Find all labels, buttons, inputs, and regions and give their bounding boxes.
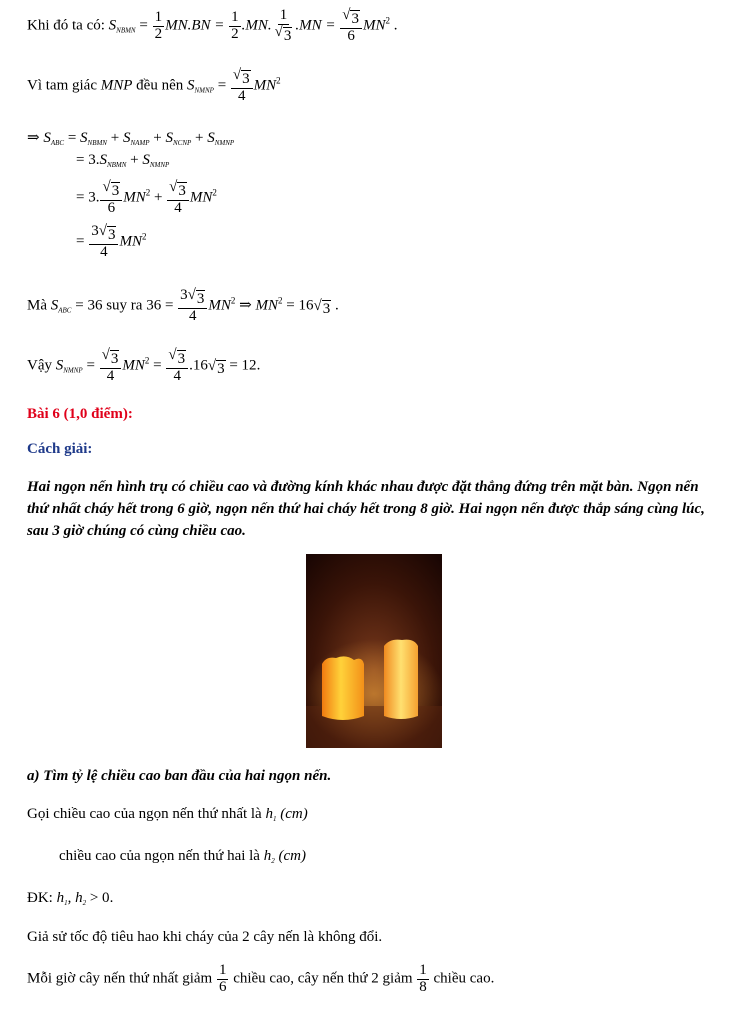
unit-text: (cm) (278, 848, 306, 864)
expression-text: .16 (189, 357, 208, 374)
symbol-subscript: NBMN (87, 139, 107, 147)
denominator: 4 (106, 367, 115, 384)
fraction-sqrt3-over-4 (166, 348, 188, 384)
sqrt-radicand: 3 (217, 360, 225, 377)
exponent: 2 (144, 355, 150, 366)
exponent: 2 (385, 15, 390, 26)
short-candle (322, 656, 364, 720)
numerator (167, 180, 189, 201)
variable-subscript: 2 (271, 857, 275, 865)
burn-rate-line (27, 963, 494, 996)
fraction-half (153, 10, 165, 43)
equals-sign: = (139, 17, 148, 34)
unit-text: (cm) (280, 806, 308, 822)
sqrt-radicand: 3 (322, 300, 331, 317)
sqrt-radicand: 3 (107, 227, 116, 243)
candles-photo (306, 554, 442, 748)
body-text: chiều cao. (433, 970, 495, 987)
equation-text: = 36 (75, 297, 103, 314)
triangle-name: MNP (100, 77, 133, 94)
body-text: Mỗi giờ cây nến thứ nhất giảm (27, 970, 213, 987)
exponent: 2 (145, 187, 151, 198)
symbol-s: S (50, 297, 59, 314)
plus-sign: + (130, 152, 139, 168)
body-text: chiều cao, cây nến thứ 2 giảm (233, 970, 413, 987)
numerator (166, 348, 188, 369)
exponent: 2 (212, 187, 217, 198)
equals-sign: = (76, 233, 85, 250)
numerator: 1 (154, 8, 163, 25)
equation-text: 36 = (146, 297, 174, 314)
fraction-sqrt3-over-4 (231, 68, 253, 104)
denominator: 4 (189, 307, 197, 324)
section-heading-bai6: Bài 6 (1,0 điểm): (27, 406, 133, 422)
sqrt-symbol: √ 3 (274, 23, 292, 44)
equation-text: = 3. (76, 189, 100, 206)
equation-prefix: Mà (27, 297, 47, 314)
symbol-s: S (142, 152, 150, 168)
implies-arrow: ⇒ (239, 297, 252, 314)
period: . (393, 17, 398, 34)
exponent: 2 (230, 295, 236, 306)
exponent: 2 (277, 295, 283, 306)
equation-prefix: Khi đó ta có: (27, 17, 105, 34)
equation-step-4 (76, 224, 146, 260)
condition-line (27, 890, 113, 907)
fraction-3sqrt3-over-4 (89, 224, 118, 260)
symbol-subscript: ABC (58, 306, 72, 315)
let-h2-line (59, 848, 306, 865)
symbol-subscript: NMNP (63, 366, 83, 375)
equation-area-nbmn (27, 8, 397, 44)
expression-text: MN (189, 189, 213, 206)
equals-sign: = (217, 77, 227, 94)
sqrt-radicand: 3 (178, 183, 186, 199)
equation-mn-squared (27, 288, 339, 324)
symbol-s: S (80, 130, 88, 146)
numerator (100, 180, 122, 201)
comma: , (67, 890, 72, 906)
sqrt-radicand: 3 (283, 27, 292, 44)
symbol-subscript: ABC (50, 139, 65, 147)
expression-text: MN (253, 77, 277, 94)
exponent: 2 (141, 231, 147, 242)
symbol-subscript: NCNP (172, 139, 192, 147)
equation-text: suy ra (106, 297, 143, 314)
symbol-s: S (108, 17, 117, 34)
coefficient: 3 (91, 223, 99, 239)
equation-step-2 (76, 152, 169, 169)
sqrt-radicand: 3 (110, 351, 119, 367)
symbol-subscript: NMNP (149, 161, 170, 169)
sqrt-symbol: √ 3 (187, 287, 205, 307)
equation-prefix: Vì tam giác (27, 77, 97, 94)
denominator: 4 (100, 243, 108, 260)
sqrt-symbol: √ 3 (207, 357, 225, 377)
numerator: 1 (231, 8, 239, 25)
symbol-s: S (43, 130, 51, 146)
denominator: 2 (231, 25, 239, 42)
denominator: 4 (238, 87, 246, 104)
denominator: 6 (107, 199, 116, 216)
fraction-3sqrt3-over-4 (178, 288, 207, 324)
denominator (273, 25, 295, 45)
symbol-s: S (186, 77, 195, 94)
fraction-sqrt3-over-6 (340, 8, 362, 44)
variable-h: h (56, 890, 65, 906)
equation-text: = 16 (286, 297, 314, 314)
expression-text: .MN = (295, 17, 336, 34)
symbol-subscript: NBMN (106, 161, 127, 169)
symbol-s: S (55, 357, 64, 374)
equals-sign: = (153, 357, 162, 374)
problem-statement: Hai ngọn nến hình trụ có chiều cao và đường kính khác nhau được đặt thẳng đứng trên mặt bàn. Ngọn nến thứ nhất cháy hết trong 6 giờ, ngọn nến thứ hai cháy hết trong 8 giờ. Hai ngọn nến được thắp sáng cùng lúc, sau 3 giờ chúng có cùng chiều cao. (27, 479, 705, 539)
fraction-sqrt3-over-4 (167, 180, 189, 216)
denominator: 6 (218, 978, 227, 995)
assumption-line: Giả sử tốc độ tiêu hao khi cháy của 2 cây nến là không đổi. (27, 929, 383, 945)
tall-candle (384, 640, 418, 719)
period: . (256, 357, 261, 374)
denominator: 4 (173, 367, 181, 384)
variable-subscript: 1 (64, 899, 68, 907)
numerator: 1 (419, 962, 427, 978)
variable-subscript: 1 (272, 815, 277, 823)
expression-text: MN (119, 233, 142, 250)
fraction-sqrt3-over-6 (100, 180, 122, 216)
expression-text: MN (122, 357, 145, 374)
equation-area-mnp (27, 68, 281, 104)
expression-text: MN (208, 297, 231, 314)
numerator (100, 348, 122, 369)
variable-h: h (263, 848, 272, 864)
variable-h: h (75, 890, 83, 906)
expression-text: .MN. (241, 17, 272, 34)
symbol-s: S (99, 152, 107, 168)
candles-illustration (306, 554, 442, 748)
equals-sign: = (67, 130, 77, 146)
fraction-one-sixth (217, 963, 229, 996)
fraction-one-over-sqrt3 (273, 8, 295, 44)
equation-text: = 3. (76, 152, 100, 168)
equation-step-3 (76, 180, 217, 216)
equation-sum-areas (27, 128, 234, 147)
fraction-half (229, 10, 241, 43)
sqrt-symbol: √ 3 (313, 297, 331, 317)
equation-prefix: Vậy (27, 357, 52, 374)
sqrt-symbol: √ 3 (169, 179, 186, 199)
symbol-s: S (207, 130, 215, 146)
sqrt-symbol: √ 3 (232, 67, 250, 87)
symbol-s: S (122, 130, 131, 146)
numerator: 1 (218, 962, 227, 978)
denominator: 4 (174, 199, 182, 216)
variable-subscript: 2 (82, 899, 87, 907)
symbol-subscript: NBMN (116, 26, 136, 35)
coefficient: 3 (180, 287, 188, 303)
symbol-subscript: NMNP (194, 86, 214, 95)
equals-sign: = (86, 357, 95, 374)
sqrt-radicand: 3 (196, 291, 205, 307)
symbol-subscript: NMNP (214, 139, 235, 147)
symbol-s: S (165, 130, 173, 146)
sqrt-symbol: √ 3 (102, 179, 120, 199)
equation-result (27, 348, 260, 384)
sqrt-symbol: √ 3 (101, 347, 119, 367)
expression-text: MN.BN = (165, 17, 225, 34)
period: . (334, 297, 339, 314)
body-text: Gọi chiều cao của ngọn nến thứ nhất là (27, 806, 262, 822)
sqrt-radicand: 3 (111, 183, 120, 199)
plus-sign: + (110, 130, 120, 146)
numerator: 1 (279, 7, 288, 23)
expression-text: MN (255, 297, 278, 314)
equation-text: đều nên (136, 77, 184, 94)
plus-sign: + (195, 130, 204, 146)
plus-sign: + (153, 189, 163, 206)
period: . (109, 890, 114, 906)
fraction-sqrt3-over-4 (100, 348, 122, 384)
body-text: chiều cao của ngọn nến thứ hai là (59, 848, 260, 864)
fraction-one-eighth (417, 963, 429, 996)
sqrt-symbol: √ 3 (168, 347, 186, 367)
denominator: 8 (419, 978, 427, 995)
part-a-heading: a) Tìm tỷ lệ chiều cao ban đầu của hai ngọn nến. (27, 768, 332, 784)
numerator (178, 288, 207, 309)
sqrt-radicand: 3 (242, 71, 250, 87)
expression-text: MN (362, 17, 386, 34)
denominator: 6 (347, 27, 355, 44)
solution-heading: Cách giải: (27, 441, 93, 457)
sqrt-radicand: 3 (351, 11, 359, 27)
sqrt-radicand: 3 (177, 351, 186, 367)
implies-arrow: ⇒ (27, 130, 40, 146)
symbol-subscript: NAMP (130, 139, 150, 147)
exponent: 2 (276, 75, 281, 86)
sqrt-symbol: √ 3 (342, 7, 359, 27)
equation-text: = 12 (229, 357, 257, 374)
denominator: 2 (154, 25, 163, 42)
let-h1-line (27, 806, 308, 823)
variable-h: h (265, 806, 273, 822)
expression-text: MN (123, 189, 146, 206)
sqrt-symbol: √ 3 (98, 223, 116, 243)
numerator (340, 8, 362, 29)
plus-sign: + (153, 130, 162, 146)
condition-text: > 0 (89, 890, 110, 906)
numerator (231, 68, 253, 89)
condition-label: ĐK: (27, 890, 53, 906)
numerator (89, 224, 118, 245)
